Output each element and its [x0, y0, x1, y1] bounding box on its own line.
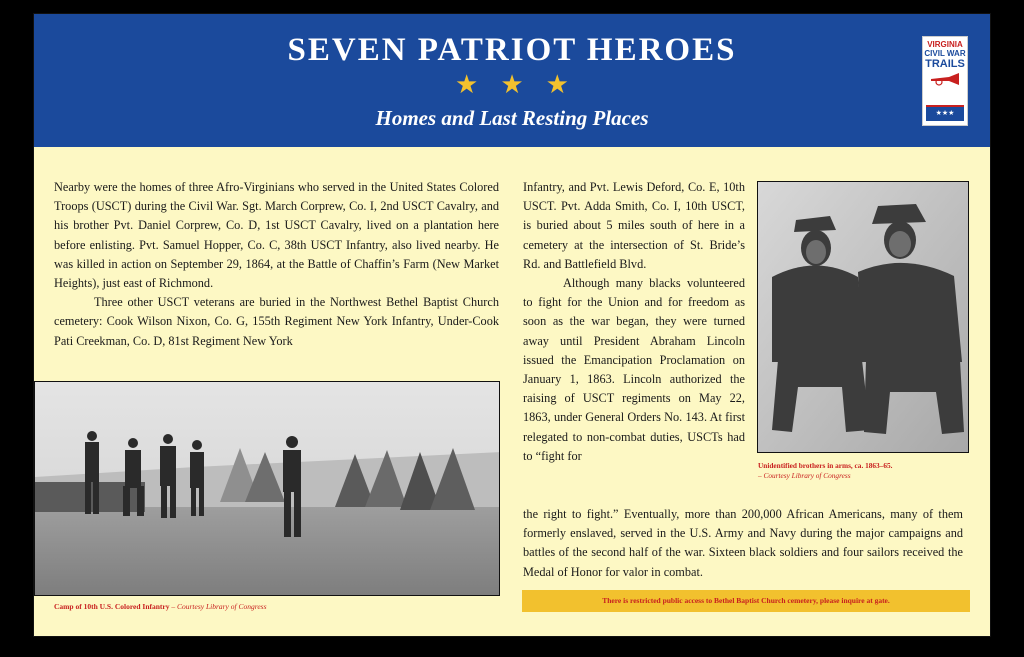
text-column-left [54, 178, 499, 351]
camp-photo [34, 381, 500, 596]
camp-caption-credit: – Courtesy Library of Congress [169, 602, 267, 611]
brothers-photo-caption [758, 461, 970, 481]
access-notice-banner: There is restricted public access to Bethel Baptist Church cemetery, please inquire at gate. [522, 590, 970, 612]
paragraph-burials: Infantry, and Pvt. Lewis Deford, Co. E, 10th USCT. Pvt. Adda Smith, Co. I, 10th USCT, is buried about 5 miles south of here in a cemetery at the intersection of St. Bride’s Rd. and Battlefield Blvd. [523, 180, 745, 271]
logo-line-1: VIRGINIA [927, 40, 963, 49]
brothers-caption-credit: – Courtesy Library of Congress [758, 471, 851, 480]
text-column-right-wide [523, 505, 963, 582]
civil-war-trails-logo [922, 36, 968, 126]
brothers-photo [757, 181, 969, 453]
paragraph-medal-of-honor: the right to fight.” Eventually, more than 200,000 African Americans, many of them formerly enslaved, served in the U.S. Army and Navy during the major campaigns and battles of the second half of the war. Sixteen black soldiers and four sailors received the Medal of Honor for valor in combat. [523, 507, 963, 579]
text-column-right [523, 178, 745, 466]
brothers-caption-title: Unidentified brothers in arms, ca. 1863–65. [758, 461, 893, 470]
brothers-photo-image [758, 182, 969, 453]
logo-line-3: TRAILS [925, 58, 965, 70]
logo-line-2: CIVIL WAR [924, 49, 966, 58]
paragraph-homes: Nearby were the homes of three Afro-Virginians who served in the United States Colored Troops (USCT) during the Civil War. Sgt. March Corprew, Co. I, 2nd USCT Cavalry, and his brother Pvt. Daniel Corprew, Co. D, 1st USCT Cavalry, lived on a plantation here before enlisting. Pvt. Samuel Hopper, Co. C, 38th USCT Infantry, also lived nearby. He was killed in action on September 29, 1864, at the Battle of Chaffin’s Farm (New Market Heights), just east of Richmond. [54, 180, 499, 291]
page-title: SEVEN PATRIOT HEROES [287, 32, 737, 68]
header-banner [34, 14, 990, 147]
historical-marker-panel [33, 13, 991, 637]
bugle-icon [929, 72, 961, 86]
logo-star-bar: ★★★ [926, 105, 964, 121]
camp-photo-image [35, 382, 500, 596]
camp-photo-caption [54, 602, 267, 611]
paragraph-emancipation: Although many blacks volunteered to fight for the Union and for freedom as soon as the war began, they were turned away until President Abraham Lincoln issued the Emancipation Proclamation on January 1, 1863. Lincoln authorized the raising of USCT regiments on May 22, 1863, under General Orders No. 143. At first relegated to non-combat duties, USCTs had to “fight for [523, 276, 745, 463]
camp-caption-title: Camp of 10th U.S. Colored Infantry [54, 602, 170, 611]
page-subtitle: Homes and Last Resting Places [375, 106, 649, 130]
star-icons: ★★★ [455, 70, 591, 99]
paragraph-veterans: Three other USCT veterans are buried in the Northwest Bethel Baptist Church cemetery: Cook Wilson Nixon, Co. G, 155th Regiment New York Infantry, Under-Cook Pati Creekman, Co. D, 81st Regiment New York [54, 295, 499, 348]
